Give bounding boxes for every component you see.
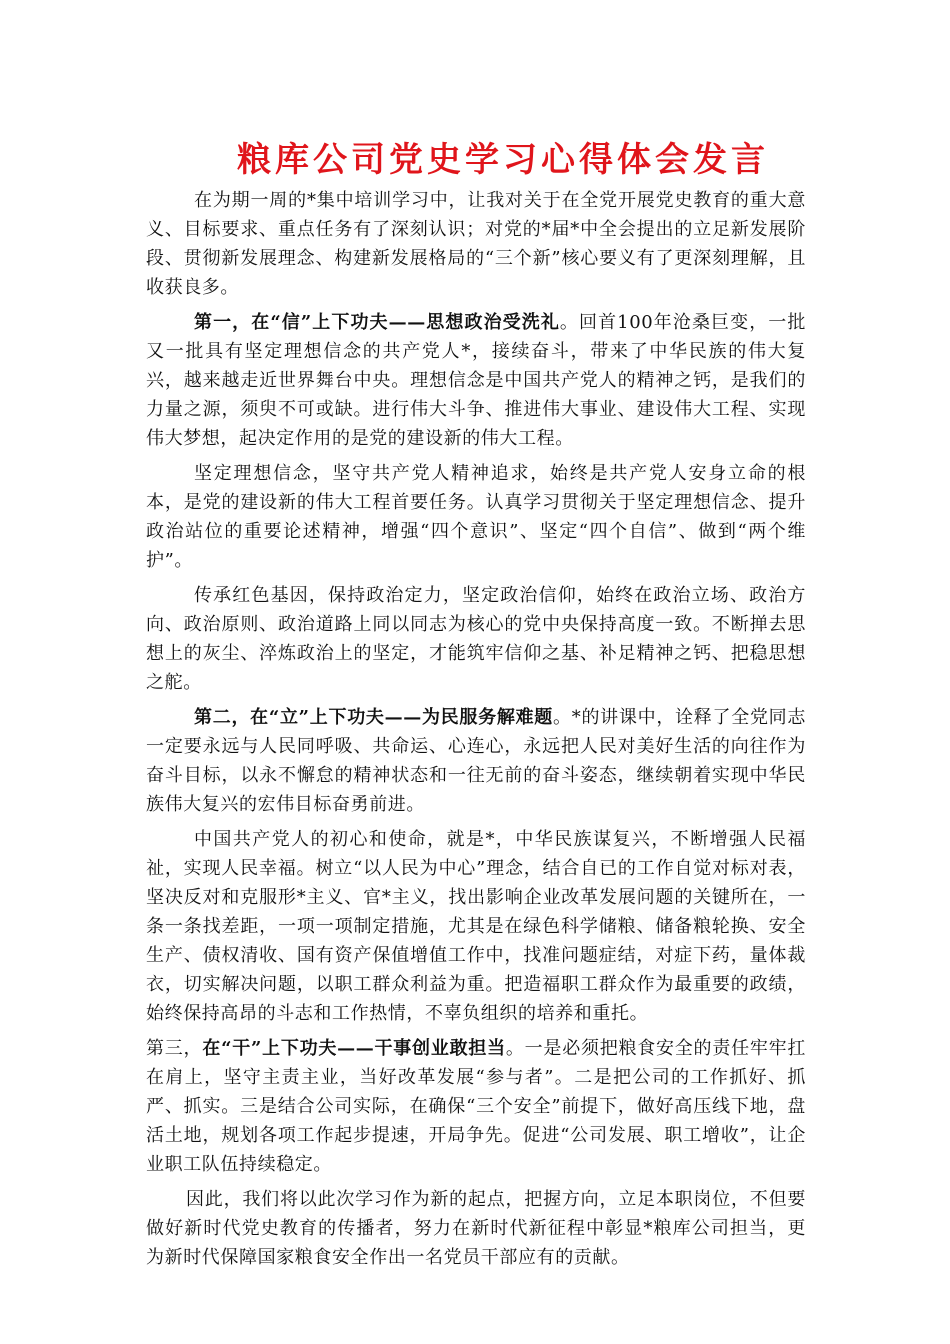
paragraph-second-point bbox=[146, 703, 806, 819]
paragraph-red-gene bbox=[146, 581, 806, 697]
paragraph-heading: 第一，在“信”上下功夫——思想政治受洗礼 bbox=[194, 312, 560, 333]
paragraph-text: 。回首100年沧桑巨变，一批又一批具有坚定理想信念的共产党人*，接续奋斗，带来了中华民族的伟大复兴，越来越走近世界舞台中央。理想信念是中国共产党人的精神之钙，是我们的力量之源，须臾不可或缺。进行伟大斗争、推进伟大事业、建设伟大工程、实现伟大梦想，起决定作用的是党的建设新的伟大工程。 bbox=[146, 312, 806, 449]
paragraph-text: 因此，我们将以此次学习作为新的起点，把握方向，立足本职岗位，不但要做好新时代党史教育的传播者，努力在新时代新征程中彰显*粮库公司担当，更为新时代保障国家粮食安全作出一名党员干部应有的贡献。 bbox=[146, 1189, 806, 1268]
paragraph-text: 。一是必须把粮食安全的责任牢牢扛在肩上，坚守主责主业，当好改革发展“参与者”。二是把公司的工作抓好、抓严、抓实。三是结合公司实际，在确保“三个安全”前提下，做好高压线下地，盘活土地，规划各项工作起步提速，开局争先。促进“公司发展、职工增收”，让企业职工队伍持续稳定。 bbox=[146, 1038, 806, 1175]
paragraph-intro bbox=[146, 186, 806, 302]
paragraph-ideals bbox=[146, 459, 806, 575]
paragraph-heading-prefix: 第三， bbox=[146, 1038, 203, 1059]
paragraph-text: 传承红色基因，保持政治定力，坚定政治信仰，始终在政治立场、政治方向、政治原则、政治道路上同以同志为核心的党中央保持高度一致。不断掸去思想上的灰尘、淬炼政治上的坚定，才能筑牢信仰之基、补足精神之钙、把稳思想之舵。 bbox=[146, 585, 806, 693]
paragraph-mission bbox=[146, 825, 806, 1028]
paragraph-heading: 第二，在“立”上下功夫——为民服务解难题 bbox=[194, 707, 554, 728]
document-body bbox=[146, 186, 806, 1272]
paragraph-first-point bbox=[146, 308, 806, 453]
paragraph-text: 坚定理想信念，坚守共产党人精神追求，始终是共产党人安身立命的根本，是党的建设新的伟大工程首要任务。认真学习贯彻关于坚定理想信念、提升政治站位的重要论述精神，增强“四个意识”、坚定“四个自信”、做到“两个维护”。 bbox=[146, 463, 806, 571]
document-title: 粮库公司党史学习心得体会发言 bbox=[237, 140, 769, 180]
paragraph-text: 在为期一周的*集中培训学习中，让我对关于在全党开展党史教育的重大意义、目标要求、重点任务有了深刻认识；对党的*届*中全会提出的立足新发展阶段、贯彻新发展理念、构建新发展格局的“三个新”核心要义有了更深刻理解，且收获良多。 bbox=[146, 190, 806, 298]
paragraph-heading: 在“干”上下功夫——干事创业敢担当 bbox=[202, 1038, 506, 1059]
paragraph-conclusion bbox=[146, 1185, 806, 1272]
paragraph-text: 。*的讲课中，诠释了全党同志一定要永远与人民同呼吸、共命运、心连心，永远把人民对美好生活的向往作为奋斗目标，以永不懈怠的精神状态和一往无前的奋斗姿态，继续朝着实现中华民族伟大复兴的宏伟目标奋勇前进。 bbox=[146, 707, 806, 815]
paragraph-third-point bbox=[146, 1034, 806, 1179]
paragraph-text: 中国共产党人的初心和使命，就是*，中华民族谋复兴，不断增强人民福祉，实现人民幸福。树立“以人民为中心”理念，结合自已的工作自觉对标对表，坚决反对和克服形*主义、官*主义，找出影响企业改革发展问题的关键所在，一条一条找差距，一项一项制定措施，尤其是在绿色科学储粮、储备粮轮换、安全生产、债权清收、国有资产保值增值工作中，找准问题症结，对症下药，量体裁衣，切实解决问题，以职工群众利益为重。把造福职工群众作为最重要的政绩，始终保持高昂的斗志和工作热情，不辜负组织的培养和重托。 bbox=[146, 829, 806, 1024]
